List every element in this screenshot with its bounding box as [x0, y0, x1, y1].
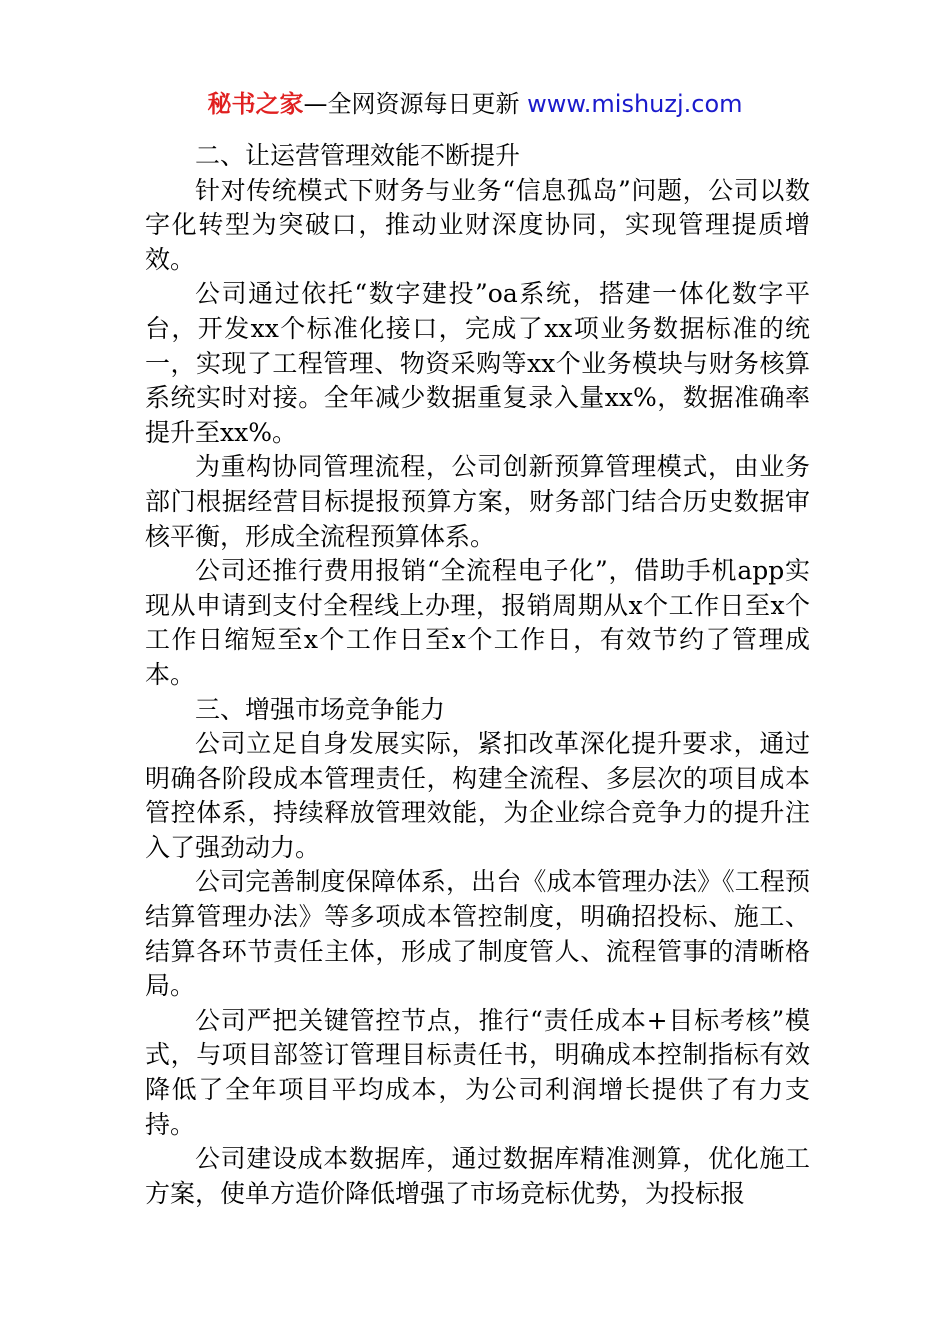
paragraph: 公司建设成本数据库，通过数据库精准测算，优化施工方案，使单方造价降低增强了市场竞标优势，为投标报: [145, 1144, 810, 1208]
section-heading-3: 三、增强市场竞争能力: [195, 694, 446, 724]
document-body: [145, 139, 810, 1211]
paragraph: 公司立足自身发展实际，紧扣改革深化提升要求，通过明确各阶段成本管理责任，构建全流程、多层次的项目成本管控体系，持续释放管理效能，为企业综合竞争力的提升注入了强劲动力。: [145, 729, 810, 862]
paragraph: 公司严把关键管控节点，推行“责任成本+目标考核”模式，与项目部签订管理目标责任书，明确成本控制指标有效降低了全年项目平均成本，为公司利润增长提供了有力支持。: [145, 1005, 810, 1139]
paragraph: 公司通过依托“数字建投”oa系统，搭建一体化数字平台，开发xx个标准化接口，完成了xx项业务数据标准的统一，实现了工程管理、物资采购等xx个业务模块与财务核算系统实时对接。全年减少数据重复录入量xx%，数据准确率提升至xx%。: [145, 279, 810, 447]
paragraph: 为重构协同管理流程，公司创新预算管理模式，由业务部门根据经营目标提报预算方案，财务部门结合历史数据审核平衡，形成全流程预算体系。: [145, 452, 810, 551]
brand-name: 秘书之家: [207, 90, 304, 118]
page-header: [0, 88, 950, 120]
paragraph: 公司完善制度保障体系，出台《成本管理办法》《工程预结算管理办法》等多项成本管控制度，明确招投标、施工、结算各环节责任主体，形成了制度管人、流程管事的清晰格局。: [145, 867, 810, 1001]
paragraph: 针对传统模式下财务与业务“信息孤岛”问题，公司以数字化转型为突破口，推动业财深度协同，实现管理提质增效。: [145, 175, 810, 274]
paragraph: 公司还推行费用报销“全流程电子化”，借助手机app实现从申请到支付全程线上办理，报销周期从x个工作日至x个工作日缩短至x个工作日至x个工作日，有效节约了管理成本。: [145, 556, 810, 689]
header-slogan: —全网资源每日更新: [303, 90, 528, 118]
site-url-link[interactable]: www.mishuzj.com: [527, 90, 743, 118]
section-heading-2: 二、让运营管理效能不断提升: [195, 141, 521, 170]
